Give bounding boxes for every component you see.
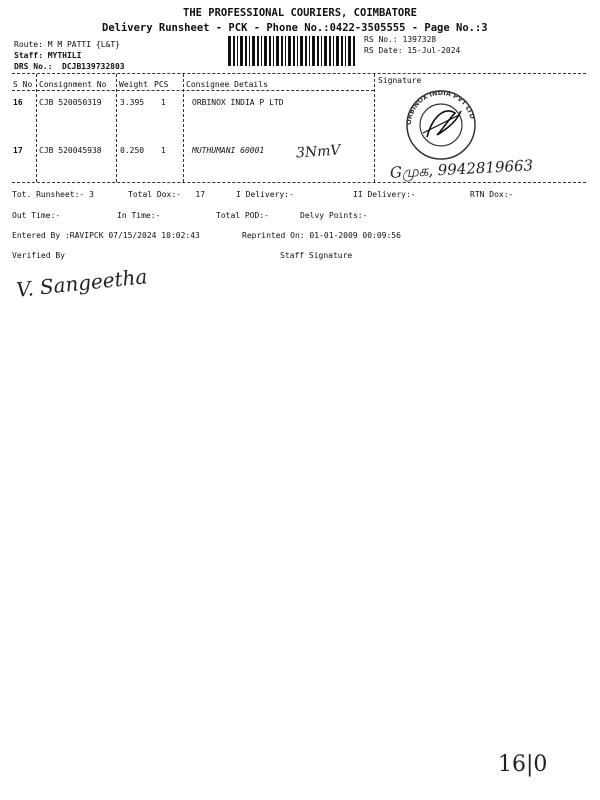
- company-title: THE PROFESSIONAL COURIERS, COIMBATORE: [183, 7, 417, 19]
- rs-number: RS No.: 1397328: [364, 35, 437, 44]
- barcode-bar: [252, 36, 255, 66]
- total-pod: Total POD:-: [216, 211, 269, 220]
- total-dox: Total Dox:- 17: [128, 190, 206, 199]
- barcode: [228, 36, 356, 66]
- barcode-bar: [240, 36, 243, 66]
- stamp-text: ORBINOX INDIA PVT LTD: [404, 88, 477, 126]
- i-delivery: I Delivery:-: [236, 190, 294, 199]
- row-16-consignment: CJB 520050319: [39, 98, 102, 107]
- barcode-bar: [345, 36, 346, 66]
- barcode-bar: [264, 36, 267, 66]
- page-mark: 16|0: [498, 752, 548, 777]
- header-weight: Weight: [119, 80, 148, 89]
- barcode-bar: [281, 36, 283, 66]
- barcode-bar: [276, 36, 279, 66]
- handwritten-initials: 3NmV: [295, 142, 342, 162]
- rs-date: RS Date: 15-Jul-2024: [364, 46, 461, 55]
- barcode-bar: [348, 36, 351, 66]
- header-pcs: PCS: [154, 80, 169, 89]
- reprinted-on: Reprinted On: 01-01-2009 00:09:56: [242, 231, 401, 240]
- verifier-signature: V. Sangeetha: [15, 264, 149, 302]
- runsheet-title: Delivery Runsheet - PCK - Phone No.:0422-3505555 - Page No.:3: [102, 22, 488, 34]
- barcode-bar: [336, 36, 339, 66]
- barcode-bar: [257, 36, 259, 66]
- handwritten-signature-note: Gமுக, 9942819663: [389, 156, 534, 182]
- barcode-bar: [300, 36, 303, 66]
- header-consignment: Consignment No: [39, 80, 107, 89]
- rtn-dox: RTN Dox:-: [470, 190, 514, 199]
- verified-by-label: Verified By: [12, 251, 65, 260]
- ii-delivery: II Delivery:-: [353, 190, 416, 199]
- barcode-bar: [321, 36, 322, 66]
- out-time: Out Time:-: [12, 211, 61, 220]
- route-text: Route: M M PATTI {L&T}: [14, 40, 120, 49]
- barcode-bar: [237, 36, 238, 66]
- row-17-weight: 0.250: [120, 146, 145, 155]
- tot-runsheet: Tot. Runsheet:- 3: [12, 190, 94, 199]
- barcode-bar: [261, 36, 262, 66]
- row-17-consignee: MUTHUMANI 60001: [192, 146, 265, 155]
- header-sno: S No: [13, 80, 33, 89]
- barcode-bar: [297, 36, 298, 66]
- barcode-bar: [341, 36, 343, 66]
- drs-number: DCJB139732803: [62, 62, 125, 71]
- row-16-weight: 3.395: [120, 98, 145, 107]
- row-16-sno: 16: [13, 98, 23, 107]
- barcode-bar: [273, 36, 274, 66]
- row-16-consignee: ORBINOX INDIA P LTD: [192, 98, 284, 107]
- barcode-bar: [305, 36, 307, 66]
- barcode-bar: [309, 36, 310, 66]
- barcode-bar: [233, 36, 235, 66]
- table-top-rule: [12, 73, 586, 74]
- barcode-bar: [353, 36, 355, 66]
- row-16-pcs: 1: [161, 98, 166, 107]
- staff-signature-label: Staff Signature: [280, 251, 353, 260]
- barcode-bar: [288, 36, 291, 66]
- row-17-sno: 17: [13, 146, 23, 155]
- in-time: In Time:-: [117, 211, 161, 220]
- barcode-bar: [317, 36, 319, 66]
- row-17-pcs: 1: [161, 146, 166, 155]
- barcode-bar: [249, 36, 250, 66]
- barcode-bar: [312, 36, 315, 66]
- table-bottom-rule: [12, 182, 586, 183]
- barcode-bar: [269, 36, 271, 66]
- barcode-bar: [324, 36, 327, 66]
- barcode-bar: [228, 36, 231, 66]
- header-signature: Signature: [378, 76, 422, 85]
- svg-text:ORBINOX INDIA PVT LTD: [405, 89, 477, 125]
- barcode-bar: [329, 36, 331, 66]
- barcode-bar: [333, 36, 334, 66]
- barcode-bar: [245, 36, 247, 66]
- delvy-points: Delvy Points:-: [300, 211, 368, 220]
- table-header-rule: [12, 90, 374, 91]
- row-17-consignment: CJB 520045938: [39, 146, 102, 155]
- drs-label: DRS No.:: [14, 62, 53, 71]
- staff-text: Staff: MYTHILI: [14, 51, 82, 60]
- barcode-bar: [285, 36, 286, 66]
- header-consignee: Consignee Details: [186, 80, 268, 89]
- barcode-bar: [293, 36, 295, 66]
- entered-by: Entered By :RAVIPCK 07/15/2024 10:02:43: [12, 231, 200, 240]
- company-stamp: [397, 85, 483, 165]
